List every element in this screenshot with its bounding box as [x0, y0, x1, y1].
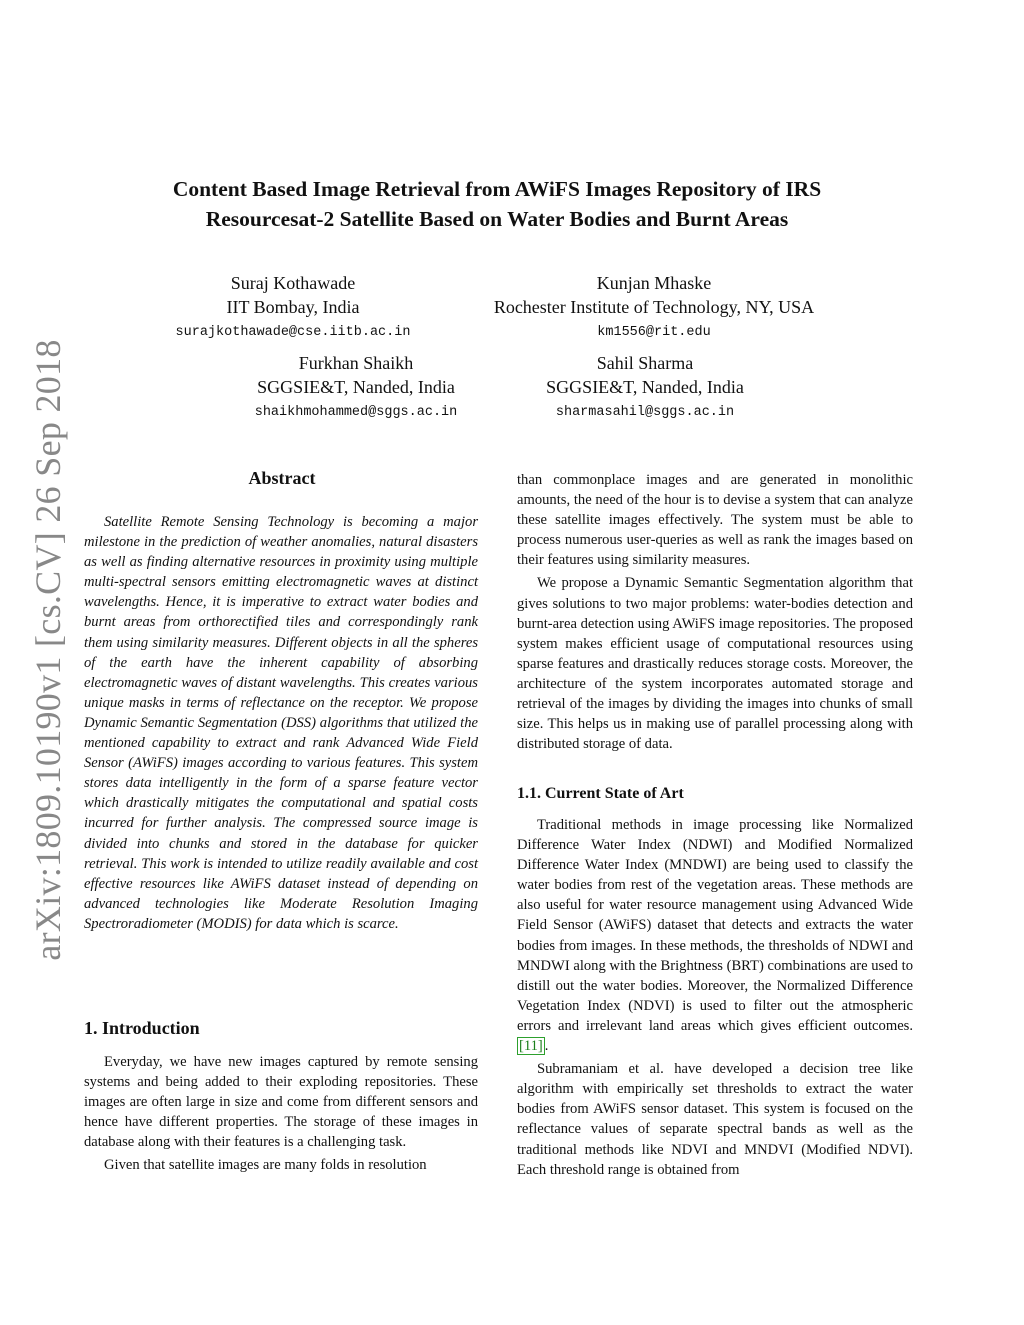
author-email: surajkothawade@cse.iitb.ac.in: [175, 325, 411, 340]
paragraph: Given that satellite images are many folds in resolution: [104, 1157, 427, 1174]
author-email: sharmasahil@sggs.ac.in: [555, 405, 735, 420]
paper-title: [112, 174, 882, 234]
author-email: km1556@rit.edu: [597, 325, 711, 340]
author-name: Suraj Kothawade: [230, 273, 356, 293]
paragraph-text: Traditional methods in image processing like Normalized Difference Water Index (NDWI) and Modified Normalized Difference Water Index (MNDWI) are being used to classify the water bodies from rest of the vegetation areas. These methods are also useful for water resource management using Advanced Wide Field Sensor (AWiFS) dataset that detects and extracts the water bodies from images. In these methods, the thresholds of NDWI and MNDWI along with the Brightness (BRT) combinations are used to distill out the water bodies. Moreover, the Normalized Difference Vegetation Index (NDVI) is used to filter out the atmospheric errors and irrelevant land areas which gives efficient outcomes.: [517, 817, 913, 1034]
paragraph: [517, 815, 913, 1056]
right-column-intro: [517, 470, 913, 757]
author-affiliation: SGGSIE&T, Nanded, India: [546, 377, 744, 397]
author-affiliation: SGGSIE&T, Nanded, India: [257, 377, 455, 397]
author-block: [454, 271, 854, 345]
author-block: [226, 351, 486, 425]
paragraph: Everyday, we have new images captured by remote sensing systems and being added to their exploding repositories. These images are often large in size and come from different sensors and hence have different properties. The storage of these images in database along with their features is a challenging task.: [84, 1054, 478, 1151]
title-line-1: Content Based Image Retrieval from AWiFS Images Repository of IRS: [172, 177, 822, 201]
author-block: [143, 271, 443, 345]
introduction-body: [84, 1052, 478, 1179]
paragraph: We propose a Dynamic Semantic Segmentation algorithm that gives solutions to two major problems: water-bodies detection and burnt-area detection using AWiFS image repositories. The proposed system makes efficient usage of computational resources using sparse features and drastically reduces storage costs. Moreover, the architecture of the system incorporates automated storage and retrieval of the images by dividing the images into chunks of small size. This helps us in making use of parallel processing along with distributed storage of data.: [517, 575, 913, 753]
title-line-2: Resourcesat-2 Satellite Based on Water Bodies and Burnt Areas: [205, 207, 789, 231]
paragraph-text: .: [544, 1038, 549, 1055]
abstract-heading: Abstract: [248, 468, 316, 488]
state-of-art-body: [517, 815, 913, 1183]
arxiv-identifier: arXiv:1809.10190v1 [cs.CV] 26 Sep 2018: [28, 339, 68, 961]
citation-link[interactable]: [11]: [519, 1038, 543, 1055]
paragraph: than commonplace images and are generated in monolithic amounts, the need of the hour is to devise a system that can analyze these satellite images effectively. The system must be able to process numerous user-queries as well as rank the images based on their features using similarity measures.: [517, 472, 913, 569]
author-affiliation: IIT Bombay, India: [226, 297, 360, 317]
author-name: Furkhan Shaikh: [298, 353, 414, 373]
abstract-text: Satellite Remote Sensing Technology is becoming a major milestone in the prediction of weather anomalies, natural disasters as well as finding alternative resources in proximity using multiple multi-spectral sensors emitting electromagnetic waves at distinct wavelengths. Hence, it is imperative to extract water bodies and burnt areas from orthorectified tiles and correspondingly rank them using similarity measures. Different objects in all the spheres of the earth have the inherent capability of absorbing electromagnetic waves of distant wavelengths. This creates various unique masks in terms of reflectance on the receptor. We propose Dynamic Semantic Segmentation (DSS) algorithms that utilized the mentioned capability to extract and rank Advanced Wide Field Sensor (AWiFS) images according to various features. This system stores data intelligently in the form of a sparse feature vector which drastically mitigates the computational and spatial costs incurred for further analysis. The compressed source image is divided into chunks and stored in the database for quicker retrieval. This work is intended to utilize readily available and cost effective resources like AWiFS dataset instead of depending on advanced technologies like Moderate Resolution Imaging Spectroradiometer (MODIS) for data which is scarce.: [84, 514, 478, 932]
author-block: [505, 351, 785, 425]
author-email: shaikhmohammed@sggs.ac.in: [254, 405, 458, 420]
subsection-heading: 1.1. Current State of Art: [517, 785, 684, 802]
introduction-heading: 1. Introduction: [84, 1018, 200, 1038]
author-name: Kunjan Mhaske: [596, 273, 712, 293]
author-affiliation: Rochester Institute of Technology, NY, USA: [493, 297, 815, 317]
paragraph: Subramaniam et al. have developed a decision tree like algorithm with empirically set thresholds to extract the water bodies from AWiFS sensor dataset. This system is focused on the reflectance values of separate spectral bands as well as the traditional methods like NDVI and MNDVI (Modified NDVI). Each threshold range is obtained from: [517, 1061, 913, 1178]
author-name: Sahil Sharma: [596, 353, 694, 373]
